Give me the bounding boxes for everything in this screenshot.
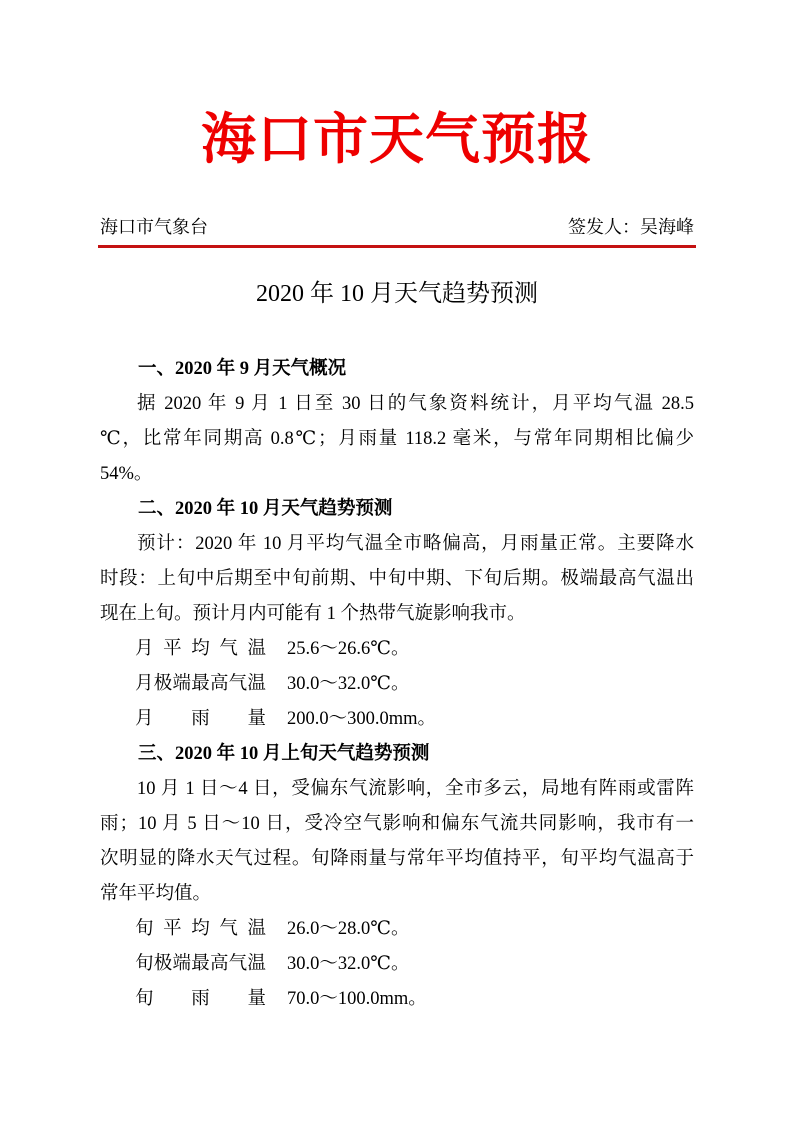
data-line-value: 70.0～100.0mm。 (287, 989, 427, 1009)
data-line-value: 30.0～32.0℃。 (287, 954, 410, 974)
paragraph-line: 10 月 1 日～4 日，受偏东气流影响，全市多云，局地有阵雨或雷阵 (137, 779, 694, 799)
data-line-dekad-avg-temp (100, 912, 694, 947)
paragraph-line: 现在上旬。预计月内可能有 1 个热带气旋影响我市。 (100, 604, 526, 624)
data-line-dekad-rainfall (100, 982, 694, 1017)
data-line-value: 25.6～26.6℃。 (287, 639, 410, 659)
paragraph (100, 527, 694, 632)
data-line-monthly-avg-temp (100, 632, 694, 667)
document-heading: 2020 年 10 月天气趋势预测 (256, 281, 538, 307)
paragraph-line: ℃，比常年同期高 0.8℃；月雨量 118.2 毫米，与常年同期相比偏少 (100, 429, 694, 449)
data-line-label: 旬 极 端 最 高 气 温 (135, 954, 266, 974)
paragraph-line: 常年平均值。 (100, 884, 212, 904)
paragraph (100, 772, 694, 912)
paragraph-line: 时段：上旬中后期至中旬前期、中旬中期、下旬后期。极端最高气温出 (100, 569, 694, 589)
paragraph-line: 预计：2020 年 10 月平均气温全市略偏高，月雨量正常。主要降水 (137, 534, 694, 554)
paragraph-line: 54%。 (100, 464, 153, 484)
document-body (100, 352, 694, 1017)
data-line-label: 月 平 均 气 温 (135, 639, 266, 659)
agency-name: 海口市气象台 (100, 217, 208, 237)
paragraph-line: 次明显的降水天气过程。旬降雨量与常年平均值持平，旬平均气温高于 (100, 849, 694, 869)
data-line-value: 26.0～28.0℃。 (287, 919, 410, 939)
section-heading: 三、2020 年 10 月上旬天气趋势预测 (138, 744, 430, 764)
section-early-october-trend (100, 737, 694, 1017)
letterhead-row (100, 216, 694, 238)
data-line-label: 旬 平 均 气 温 (135, 919, 266, 939)
data-line-label: 月 极 端 最 高 气 温 (135, 674, 266, 694)
data-line-label: 月 雨 量 (135, 709, 266, 729)
data-line-monthly-rainfall (100, 702, 694, 737)
document-title: 海口市天气预报 (200, 109, 593, 170)
data-line-monthly-extreme-max-temp (100, 667, 694, 702)
data-line-value: 30.0～32.0℃。 (287, 674, 410, 694)
paragraph-line: 据 2020 年 9 月 1 日至 30 日的气象资料统计，月平均气温 28.5 (137, 394, 694, 414)
section-october-trend (100, 492, 694, 737)
section-september-overview (100, 352, 694, 492)
data-line-value: 200.0～300.0mm。 (287, 709, 437, 729)
data-line-label: 旬 雨 量 (135, 989, 266, 1009)
data-line-dekad-extreme-max-temp (100, 947, 694, 982)
issuer-name: 签发人：吴海峰 (568, 217, 694, 237)
red-divider-rule (98, 245, 696, 248)
paragraph (100, 387, 694, 492)
section-heading: 二、2020 年 10 月天气趋势预测 (138, 499, 393, 519)
paragraph-line: 雨；10 月 5 日～10 日，受冷空气影响和偏东气流共同影响，我市有一 (100, 814, 694, 834)
section-heading: 一、2020 年 9 月天气概况 (138, 359, 347, 379)
